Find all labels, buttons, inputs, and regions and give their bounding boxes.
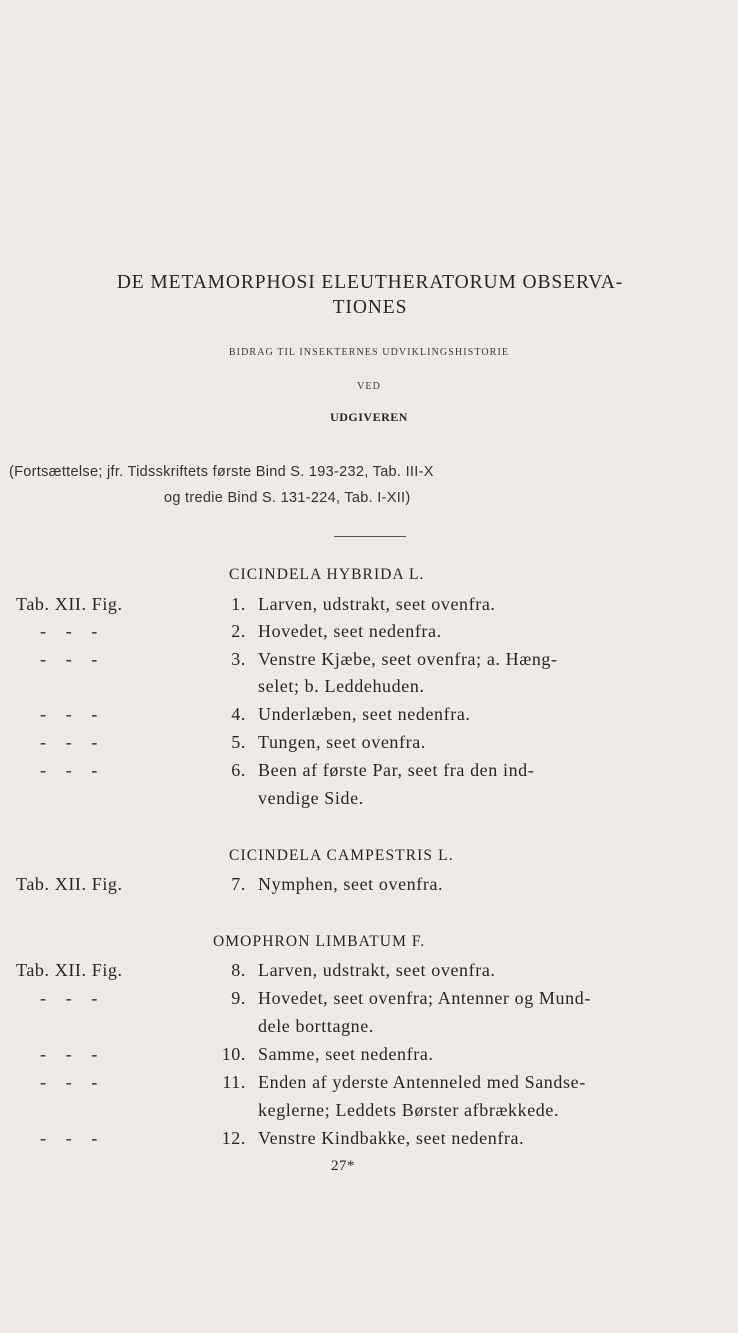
figure-row xyxy=(0,1128,738,1156)
ditto-marks: - - - xyxy=(40,732,98,752)
figure-row xyxy=(0,621,738,649)
editor-label: UDGIVEREN xyxy=(330,410,408,424)
ditto-marks: - - - xyxy=(40,621,98,641)
figure-description: Been af første Par, seet fra den ind- xyxy=(258,760,535,780)
figure-description: Venstre Kjæbe, seet ovenfra; a. Hæng- xyxy=(258,649,558,669)
figure-description-continued: selet; b. Leddehuden. xyxy=(258,676,425,696)
figure-number: 10. xyxy=(221,1044,246,1064)
figure-description: Hovedet, seet nedenfra. xyxy=(258,621,442,641)
figure-number: 11. xyxy=(222,1072,246,1092)
ditto-marks: - - - xyxy=(40,1128,98,1148)
figure-number: 12. xyxy=(221,1128,246,1148)
figure-description-continued: dele borttagne. xyxy=(258,1016,374,1036)
figure-row xyxy=(0,1044,738,1072)
figure-description: Larven, udstrakt, seet ovenfra. xyxy=(258,960,496,980)
ditto-marks: - - - xyxy=(40,988,98,1008)
figure-row xyxy=(0,1072,738,1100)
figure-number: 7. xyxy=(231,874,246,894)
figure-description-continued: vendige Side. xyxy=(258,788,364,808)
figure-prefix: Tab. XII. Fig. xyxy=(16,874,123,894)
figure-row xyxy=(0,960,738,988)
figure-description: Tungen, seet ovenfra. xyxy=(258,732,426,752)
species-heading: CICINDELA HYBRIDA L. xyxy=(229,566,425,583)
figure-description: Nymphen, seet ovenfra. xyxy=(258,874,444,894)
figure-row xyxy=(0,649,738,677)
figure-description: Samme, seet nedenfra. xyxy=(258,1044,434,1064)
ditto-marks: - - - xyxy=(40,1072,98,1092)
figure-row xyxy=(0,732,738,760)
figure-row xyxy=(0,988,738,1016)
figure-description: Larven, udstrakt, seet ovenfra. xyxy=(258,594,496,614)
figure-number: 1. xyxy=(231,594,246,614)
figure-number: 2. xyxy=(231,621,246,641)
signature-mark: 27* xyxy=(331,1158,355,1174)
article-title-line-2: TIONES xyxy=(332,297,408,318)
ditto-marks: - - - xyxy=(40,704,98,724)
continuation-note-line-1: (Fortsættelse; jfr. Tidsskriftets første Bind S. 193-232, Tab. III-X xyxy=(9,464,434,480)
figure-number: 4. xyxy=(231,704,246,724)
figure-description: Venstre Kindbakke, seet nedenfra. xyxy=(258,1128,525,1148)
ditto-marks: - - - xyxy=(40,760,98,780)
article-subtitle: BIDRAG TIL INSEKTERNES UDVIKLINGSHISTORIE xyxy=(228,347,510,358)
figure-prefix: Tab. XII. Fig. xyxy=(16,594,123,614)
continuation-note-line-2: og tredie Bind S. 131-224, Tab. I-XII) xyxy=(164,490,411,506)
article-title-line-1: DE METAMORPHOSI ELEUTHERATORUM OBSERVA- xyxy=(116,272,624,293)
figure-row xyxy=(0,704,738,732)
figure-prefix: Tab. XII. Fig. xyxy=(16,960,123,980)
species-heading: CICINDELA CAMPESTRIS L. xyxy=(229,847,454,864)
figure-number: 5. xyxy=(231,732,246,752)
figure-number: 6. xyxy=(231,760,246,780)
figure-row xyxy=(0,594,738,622)
species-heading: OMOPHRON LIMBATUM F. xyxy=(213,933,426,950)
figure-description: Hovedet, seet ovenfra; Antenner og Mund- xyxy=(258,988,591,1008)
figure-row xyxy=(0,874,738,902)
section-divider xyxy=(334,536,406,537)
figure-description-continued: keglerne; Leddets Børster afbrækkede. xyxy=(258,1100,560,1120)
figure-row xyxy=(0,760,738,788)
figure-number: 9. xyxy=(231,988,246,1008)
figure-description: Enden af yderste Antenneled med Sandse- xyxy=(258,1072,586,1092)
figure-number: 3. xyxy=(231,649,246,669)
ditto-marks: - - - xyxy=(40,649,98,669)
ditto-marks: - - - xyxy=(40,1044,98,1064)
figure-number: 8. xyxy=(231,960,246,980)
ved-label: VED xyxy=(357,381,381,392)
figure-description: Underlæben, seet nedenfra. xyxy=(258,704,471,724)
